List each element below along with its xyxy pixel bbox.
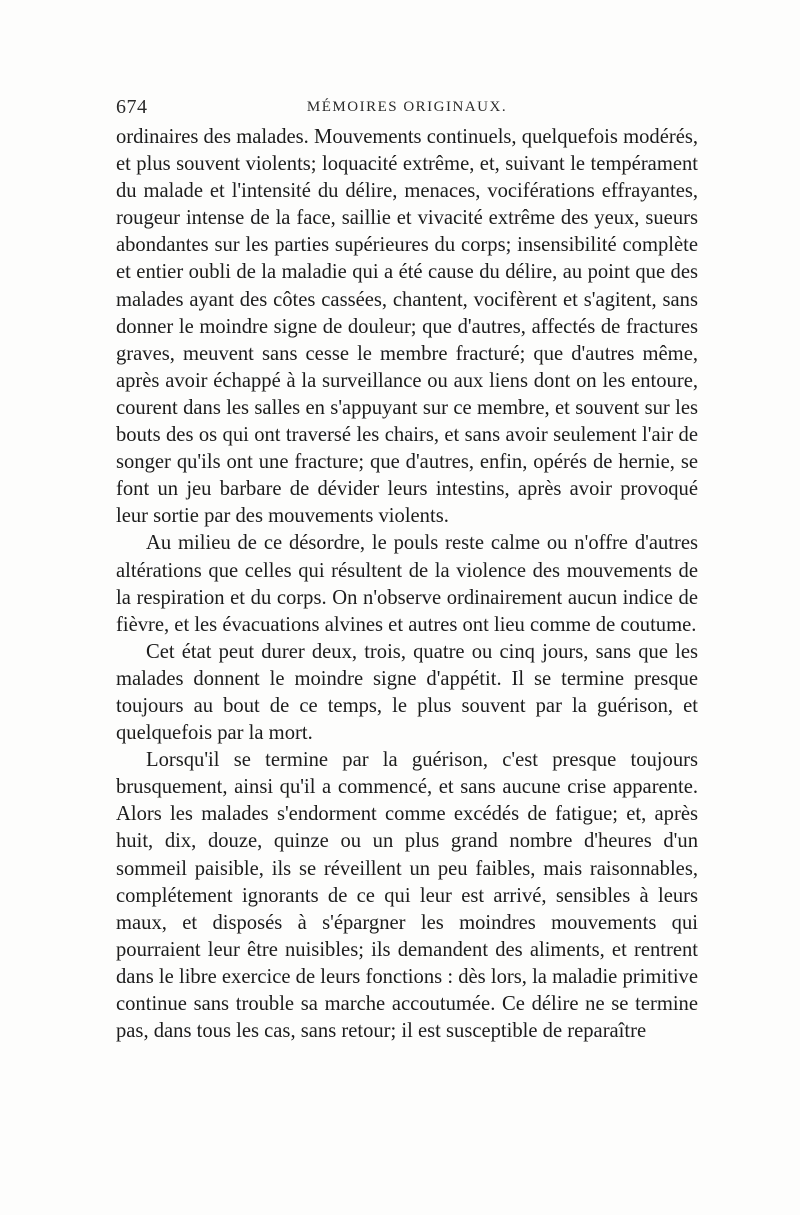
paragraph: Lorsqu'il se termine par la guérison, c'est presque toujours brusquement, ainsi qu'il a commencé, et sans aucune crise apparente. Alors les malades s'endorment comme excédés de fatigue; et, après huit, dix, douze, quinze ou un plus grand nombre d'heures d'un sommeil paisible, ils se réveillent un peu faibles, mais raisonnables, complétement ignorants de ce qui leur est arrivé, sensibles à leurs maux, et disposés à s'épargner les moindres mouvements qui pourraient leur être nuisibles; ils demandent des aliments, et rentrent dans le libre exercice de leurs fonctions : dès lors, la maladie primitive continue sans trouble sa marche accoutumée. Ce délire ne se termine pas, dans tous les cas, sans retour; il est susceptible de reparaître: [116, 749, 698, 1043]
running-title: MÉMOIRES ORIGINAUX.: [306, 99, 508, 115]
paragraph-continued: ordinaires des malades. Mouvements continuels, quelquefois modérés, et plus souvent violents; loquacité extrême, et, suivant le tempérament du malade et l'intensité du délire, menaces, vociférations effrayantes, rougeur intense de la face, saillie et vivacité extrême des yeux, sueurs abondantes sur les parties supérieures du corps; insensibilité complète et entier oubli de la maladie qui a été cause du délire, au point que des malades ayant des côtes cassées, chantent, vocifèrent et s'agitent, sans donner le moindre signe de douleur; que d'autres, affectés de fractures graves, meuvent sans cesse le membre fracturé; que d'autres même, après avoir échappé à la surveillance ou aux liens dont on les entoure, courent dans les salles en s'appuyant sur ce membre, et souvent sur les bouts des os qui ont traversé les chairs, et sans avoir seulement l'air de songer qu'ils ont une fracture; que d'autres, enfin, opérés de hernie, se font un jeu barbare de dévider leurs intestins, après avoir provoqué leur sortie par des mouvements violents.: [116, 126, 698, 528]
paragraph: Au milieu de ce désordre, le pouls reste calme ou n'offre d'autres altérations que celles qui résultent de la violence des mouvements de la respiration et du corps. On n'observe ordinairement aucun indice de fièvre, et les évacuations alvines et autres ont lieu comme de coutume.: [116, 532, 698, 636]
body-text: [116, 124, 698, 1045]
page-number: 674: [116, 96, 148, 118]
running-head: [116, 96, 698, 120]
paragraph: Cet état peut durer deux, trois, quatre ou cinq jours, sans que les malades donnent le moindre signe d'appétit. Il se termine presque toujours au bout de ce temps, le plus souvent par la guérison, et quelquefois par la mort.: [116, 640, 698, 745]
